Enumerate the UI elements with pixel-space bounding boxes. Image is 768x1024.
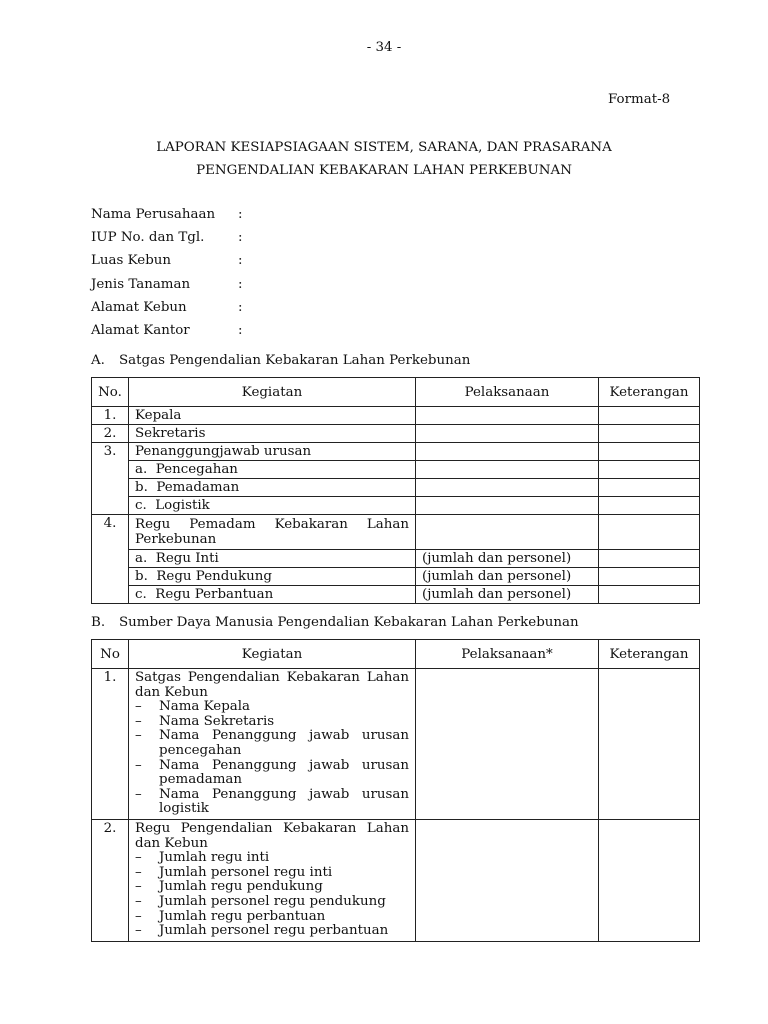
info-label: Jenis Tanaman xyxy=(91,276,191,292)
item-list xyxy=(135,851,409,939)
cell-keterangan xyxy=(599,479,700,497)
cell-keterangan xyxy=(599,669,700,820)
header-no: No xyxy=(92,640,129,669)
dash-marker: – xyxy=(135,786,142,802)
info-colon: : xyxy=(238,207,243,222)
header-kegiatan: Kegiatan xyxy=(129,640,416,669)
list-item xyxy=(135,910,409,925)
list-item-text: Jumlah regu pendukung xyxy=(159,879,323,895)
document-title-line-2: PENGENDALIAN KEBAKARAN LAHAN PERKEBUNAN xyxy=(196,163,572,178)
dash-marker: – xyxy=(135,713,142,729)
list-item xyxy=(135,715,409,730)
cell-kegiatan xyxy=(129,669,416,820)
table-row xyxy=(92,568,700,586)
section-title: Sumber Daya Manusia Pengendalian Kebakaran Lahan Perkebunan xyxy=(119,615,579,630)
cell-no: 1. xyxy=(92,669,129,820)
cell-kegiatan: Penanggungjawab urusan xyxy=(129,443,416,461)
cell-pelaksanaan: (jumlah dan personel) xyxy=(416,586,599,604)
info-colon: : xyxy=(238,230,243,246)
cell-keterangan xyxy=(599,819,700,941)
table-row xyxy=(92,586,700,604)
table-row xyxy=(92,669,700,820)
dash-marker: – xyxy=(135,908,142,924)
info-label: IUP No. dan Tgl. xyxy=(91,230,205,246)
cell-keterangan xyxy=(599,515,700,550)
table-row xyxy=(92,461,700,479)
cell-pelaksanaan: (jumlah dan personel) xyxy=(416,568,599,586)
table-row xyxy=(92,497,700,515)
cell-pelaksanaan xyxy=(416,443,599,461)
cell-kegiatan: a. Regu Inti xyxy=(129,550,416,568)
info-colon: : xyxy=(238,299,243,315)
list-item xyxy=(135,880,409,895)
list-item xyxy=(135,895,409,910)
cell-kegiatan xyxy=(129,819,416,941)
row-heading: Satgas Pengendalian Kebakaran Lahan dan Kebun xyxy=(135,670,409,700)
cell-no: 2. xyxy=(92,425,129,443)
cell-pelaksanaan xyxy=(416,515,599,550)
cell-keterangan xyxy=(599,443,700,461)
cell-kegiatan: c. Regu Perbantuan xyxy=(129,586,416,604)
table-header-row xyxy=(92,640,700,669)
list-item xyxy=(135,924,409,939)
cell-kegiatan: Sekretaris xyxy=(129,425,416,443)
dash-marker: – xyxy=(135,850,142,866)
cell-no: 3. xyxy=(92,443,129,515)
header-pelaksanaan: Pelaksanaan* xyxy=(416,640,599,669)
dash-marker: – xyxy=(135,757,142,773)
cell-keterangan xyxy=(599,568,700,586)
cell-pelaksanaan xyxy=(416,407,599,425)
table-row xyxy=(92,819,700,941)
table-row xyxy=(92,407,700,425)
format-label: Format-8 xyxy=(608,92,671,107)
cell-pelaksanaan xyxy=(416,819,599,941)
list-item xyxy=(135,700,409,715)
list-item xyxy=(135,759,409,788)
info-label: Alamat Kantor xyxy=(91,322,190,338)
cell-no: 2. xyxy=(92,819,129,941)
cell-keterangan xyxy=(599,497,700,515)
cell-pelaksanaan xyxy=(416,479,599,497)
table-row xyxy=(92,515,700,550)
cell-pelaksanaan xyxy=(416,425,599,443)
cell-kegiatan: Regu Pemadam Kebakaran Lahan Perkebunan xyxy=(129,515,416,550)
cell-kegiatan: a. Pencegahan xyxy=(129,461,416,479)
section-letter: B. xyxy=(91,615,106,630)
info-colon: : xyxy=(238,322,243,338)
cell-keterangan xyxy=(599,461,700,479)
sdm-table xyxy=(91,639,700,942)
header-keterangan: Keterangan xyxy=(599,378,700,407)
dash-marker: – xyxy=(135,879,142,895)
page-number: - 34 - xyxy=(366,40,402,55)
list-item-text: Jumlah regu perbantuan xyxy=(159,908,326,924)
list-item-text: Nama Penanggung jawab urusan pencegahan xyxy=(159,728,409,758)
cell-no: 1. xyxy=(92,407,129,425)
list-item-text: Nama Kepala xyxy=(159,699,251,715)
info-label: Alamat Kebun xyxy=(91,299,187,315)
header-kegiatan: Kegiatan xyxy=(129,378,416,407)
list-item-text: Nama Penanggung jawab urusan pemadaman xyxy=(159,757,409,788)
section-letter: A. xyxy=(91,353,105,368)
cell-keterangan xyxy=(599,586,700,604)
header-pelaksanaan: Pelaksanaan xyxy=(416,378,599,407)
dash-marker: – xyxy=(135,864,142,880)
satgas-table xyxy=(91,377,700,604)
list-item xyxy=(135,729,409,758)
cell-keterangan xyxy=(599,425,700,443)
table-row xyxy=(92,550,700,568)
cell-no: 4. xyxy=(92,515,129,604)
list-item-text: Jumlah personel regu perbantuan xyxy=(159,923,389,939)
section-b-heading xyxy=(91,615,579,630)
table-row xyxy=(92,479,700,497)
header-keterangan: Keterangan xyxy=(599,640,700,669)
info-label: Luas Kebun xyxy=(91,253,172,269)
dash-marker: – xyxy=(135,728,142,744)
cell-kegiatan: c. Logistik xyxy=(129,497,416,515)
section-title: Satgas Pengendalian Kebakaran Lahan Perkebunan xyxy=(119,353,471,368)
table-row xyxy=(92,443,700,461)
header-no: No. xyxy=(92,378,129,407)
cell-pelaksanaan xyxy=(416,497,599,515)
info-label: Nama Perusahaan xyxy=(91,207,216,222)
cell-pelaksanaan: (jumlah dan personel) xyxy=(416,550,599,568)
cell-pelaksanaan xyxy=(416,669,599,820)
cell-kegiatan: b. Pemadaman xyxy=(129,479,416,497)
cell-keterangan xyxy=(599,407,700,425)
info-colon: : xyxy=(238,276,243,292)
info-colon: : xyxy=(238,253,243,269)
cell-pelaksanaan xyxy=(416,461,599,479)
list-item xyxy=(135,866,409,881)
list-item xyxy=(135,788,409,817)
item-list xyxy=(135,700,409,817)
list-item-text: Jumlah personel regu pendukung xyxy=(159,893,386,909)
list-item-text: Jumlah regu inti xyxy=(159,850,270,866)
row-heading: Regu Pengendalian Kebakaran Lahan dan Kebun xyxy=(135,820,409,851)
section-a-heading xyxy=(91,353,470,368)
list-item-text: Nama Sekretaris xyxy=(159,713,275,729)
list-item xyxy=(135,851,409,866)
cell-keterangan xyxy=(599,550,700,568)
list-item-text: Nama Penanggung jawab urusan logistik xyxy=(159,786,409,817)
table-header-row xyxy=(92,378,700,407)
cell-kegiatan: b. Regu Pendukung xyxy=(129,568,416,586)
cell-kegiatan: Kepala xyxy=(129,407,416,425)
dash-marker: – xyxy=(135,893,142,909)
list-item-text: Jumlah personel regu inti xyxy=(159,864,333,880)
document-title-line-1: LAPORAN KESIAPSIAGAAN SISTEM, SARANA, DAN PRASARANA xyxy=(156,140,612,155)
table-row xyxy=(92,425,700,443)
dash-marker: – xyxy=(135,699,142,715)
dash-marker: – xyxy=(135,923,142,939)
